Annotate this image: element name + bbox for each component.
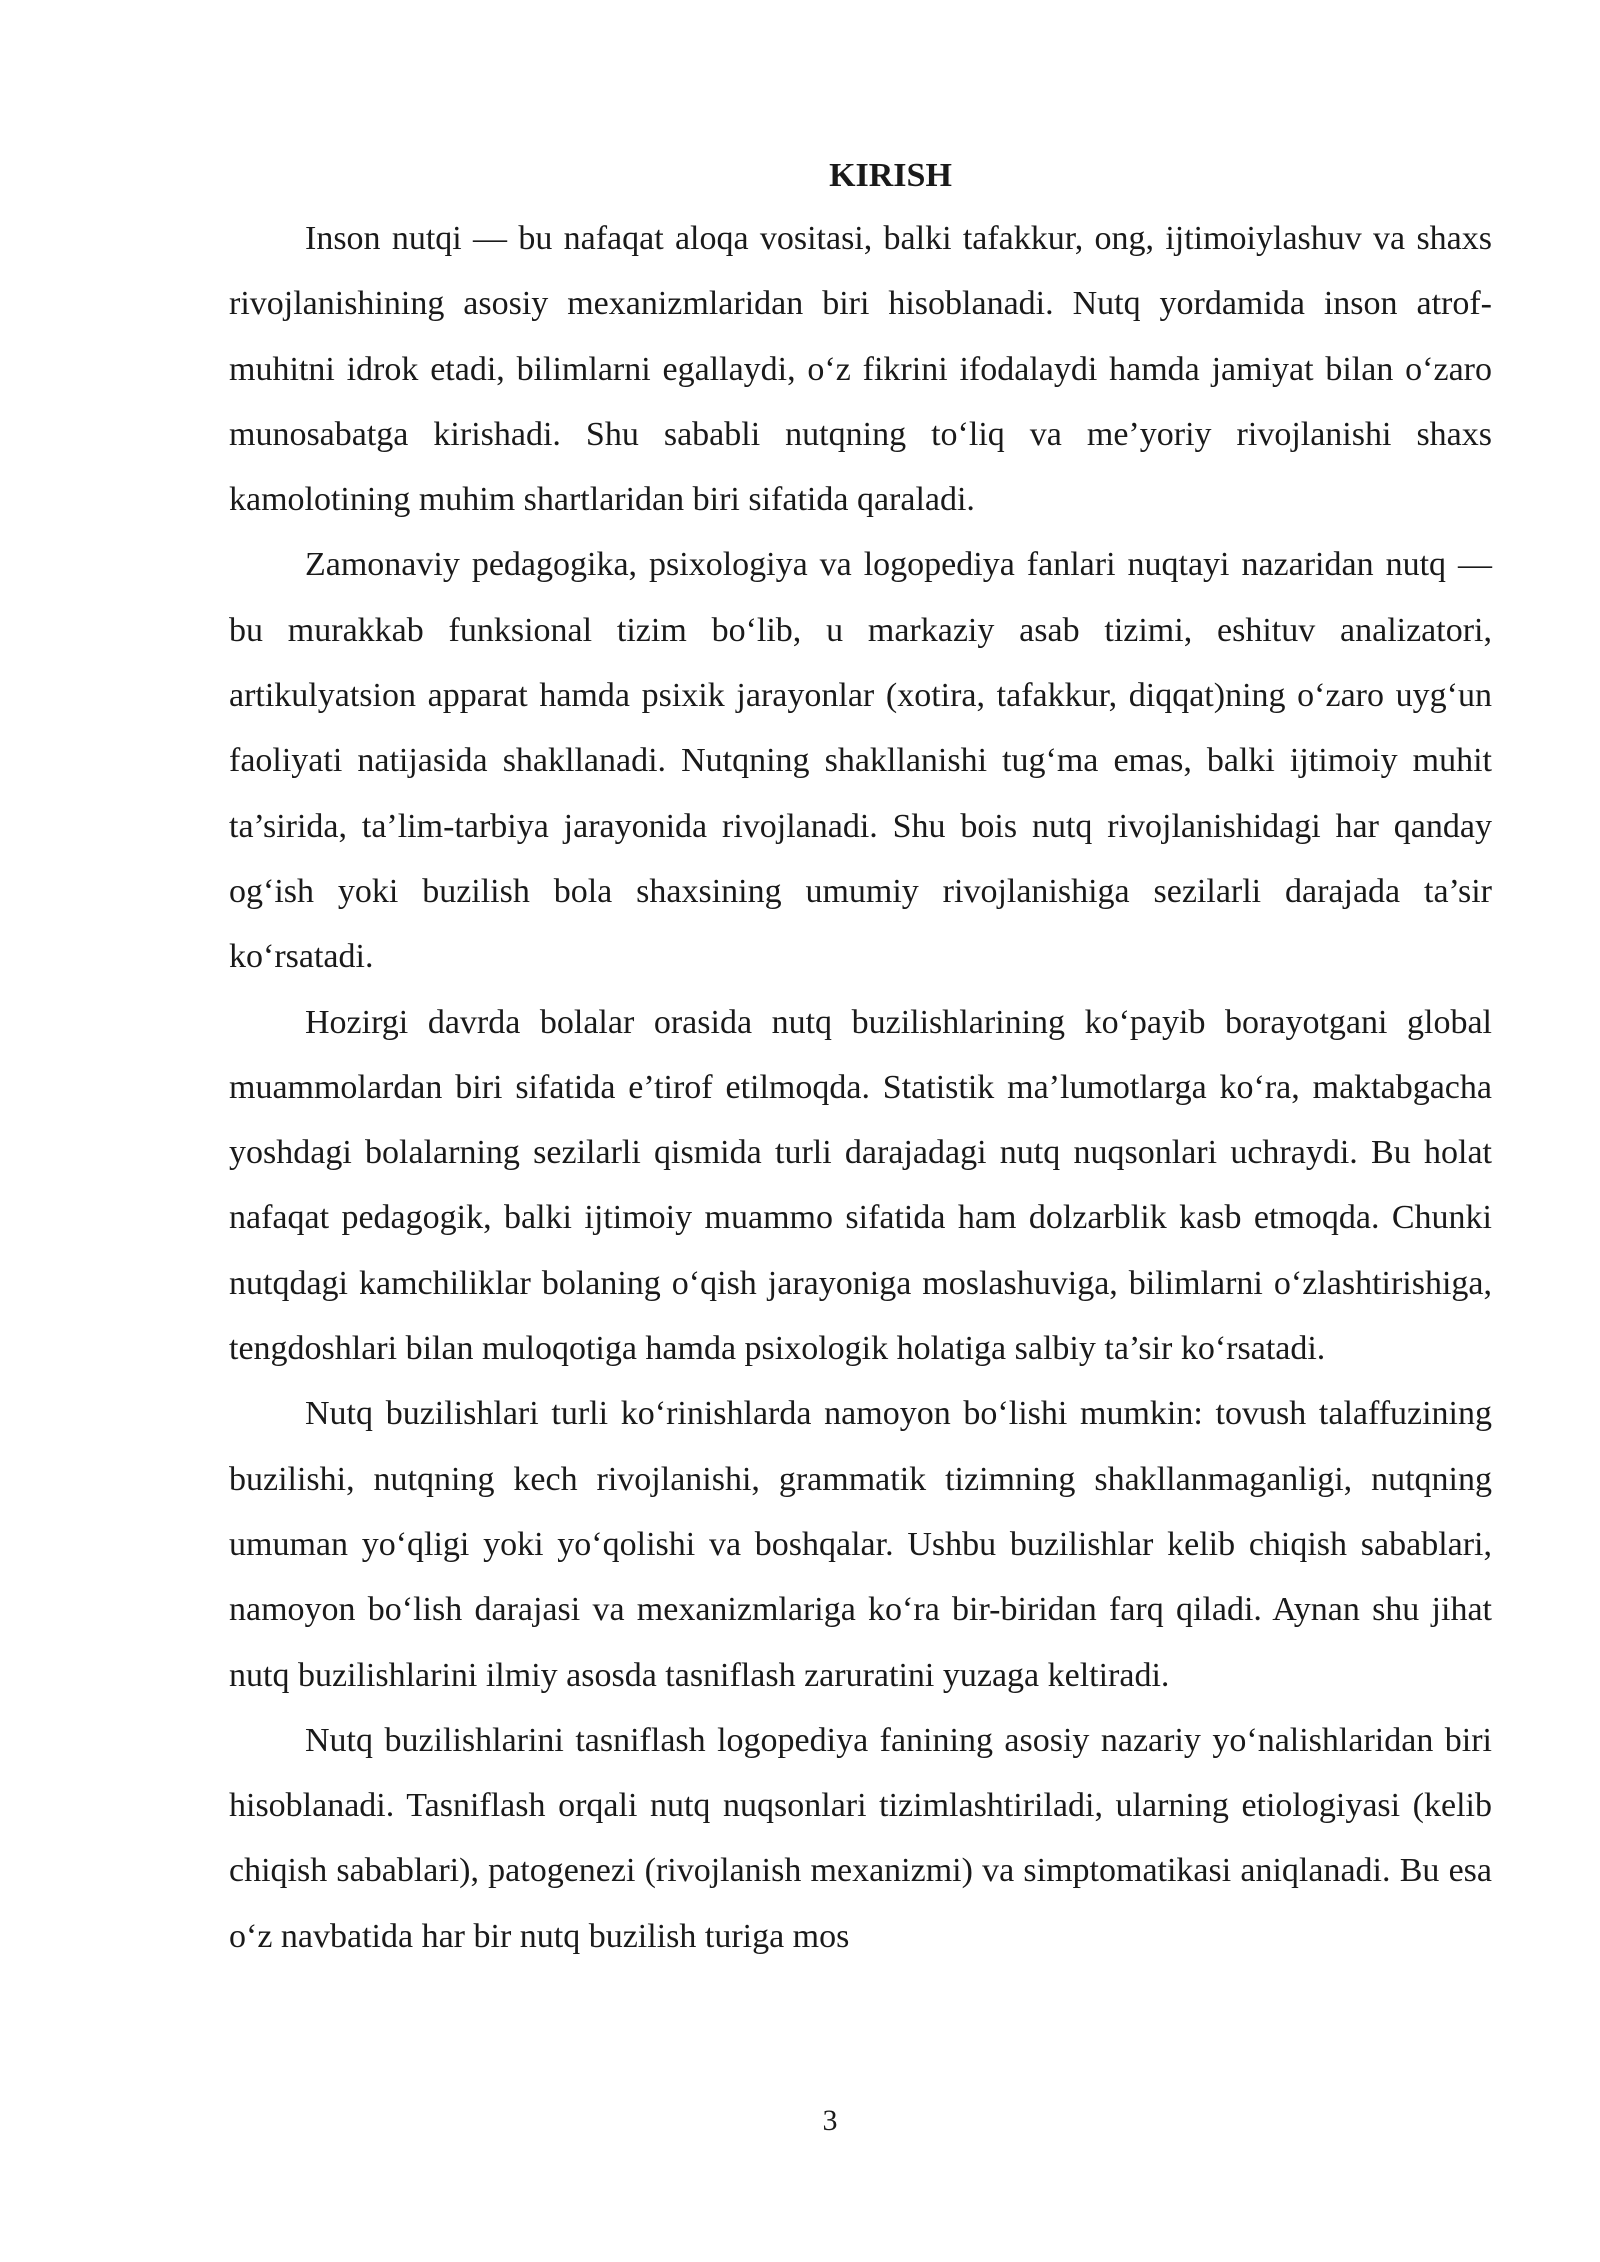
page-number: 3 bbox=[822, 2104, 838, 2137]
paragraph-2: Zamonaviy pedagogika, psixologiya va logopediya fanlari nuqtayi nazaridan nutq — bu murakkab funksional tizim bo‘lib, u markaziy asab tizimi, eshituv analizatori, artikulyatsion apparat hamda psixik jarayonlar (xotira, tafakkur, diqqat)ning o‘zaro uyg‘un faoliyati natijasida shakllanadi. Nutqning shakllanishi tug‘ma emas, balki ijtimoiy muhit ta’sirida, ta’lim-tarbiya jarayonida rivojlanadi. Shu bois nutq rivojlanishidagi har qanday og‘ish yoki buzilish bola shaxsining umumiy rivojlanishiga sezilarli darajada ta’sir ko‘rsatadi. bbox=[229, 546, 1492, 976]
document-page bbox=[229, 150, 1492, 1969]
paragraph-1: Inson nutqi — bu nafaqat aloqa vositasi, balki tafakkur, ong, ijtimoiylashuv va shaxs rivojlanishining asosiy mexanizmlaridan biri hisoblanadi. Nutq yordamida inson atrof-muhitni idrok etadi, bilimlarni egallaydi, o‘z fikrini ifodalaydi hamda jamiyat bilan o‘zaro munosabatga kirishadi. Shu sababli nutqning to‘liq va me’yoriy rivojlanishi shaxs kamolotining muhim shartlaridan biri sifatida qaraladi. bbox=[229, 220, 1492, 519]
paragraph-5: Nutq buzilishlarini tasniflash logopediya fanining asosiy nazariy yo‘nalishlaridan biri hisoblanadi. Tasniflash orqali nutq nuqsonlari tizimlashtiriladi, ularning etiologiyasi (kelib chiqish sabablari), patogenezi (rivojlanish mexanizmi) va simptomatikasi aniqlanadi. Bu esa o‘z navbatida har bir nutq buzilish turiga mos bbox=[229, 1721, 1492, 1955]
paragraph-4: Nutq buzilishlari turli ko‘rinishlarda namoyon bo‘lishi mumkin: tovush talaffuzining buzilishi, nutqning kech rivojlanishi, grammatik tizimning shakllanmaganligi, nutqning umuman yo‘qligi yoki yo‘qolishi va boshqalar. Ushbu buzilishlar kelib chiqish sabablari, namoyon bo‘lish darajasi va mexanizmlariga ko‘ra bir-biridan farq qiladi. Aynan shu jihat nutq buzilishlarini ilmiy asosda tasniflash zaruratini yuzaga keltiradi. bbox=[229, 1395, 1492, 1694]
section-heading: KIRISH bbox=[829, 157, 952, 194]
paragraph-3: Hozirgi davrda bolalar orasida nutq buzilishlarining ko‘payib borayotgani global muammolardan biri sifatida e’tirof etilmoqda. Statistik ma’lumotlarga ko‘ra, maktabgacha yoshdagi bolalarning sezilarli qismida turli darajadagi nutq nuqsonlari uchraydi. Bu holat nafaqat pedagogik, balki ijtimoiy muammo sifatida ham dolzarblik kasb etmoqda. Chunki nutqdagi kamchiliklar bolaning o‘qish jarayoniga moslashuviga, bilimlarni o‘zlashtirishiga, tengdoshlari bilan muloqotiga hamda psixologik holatiga salbiy ta’sir ko‘rsatadi. bbox=[229, 1003, 1492, 1368]
